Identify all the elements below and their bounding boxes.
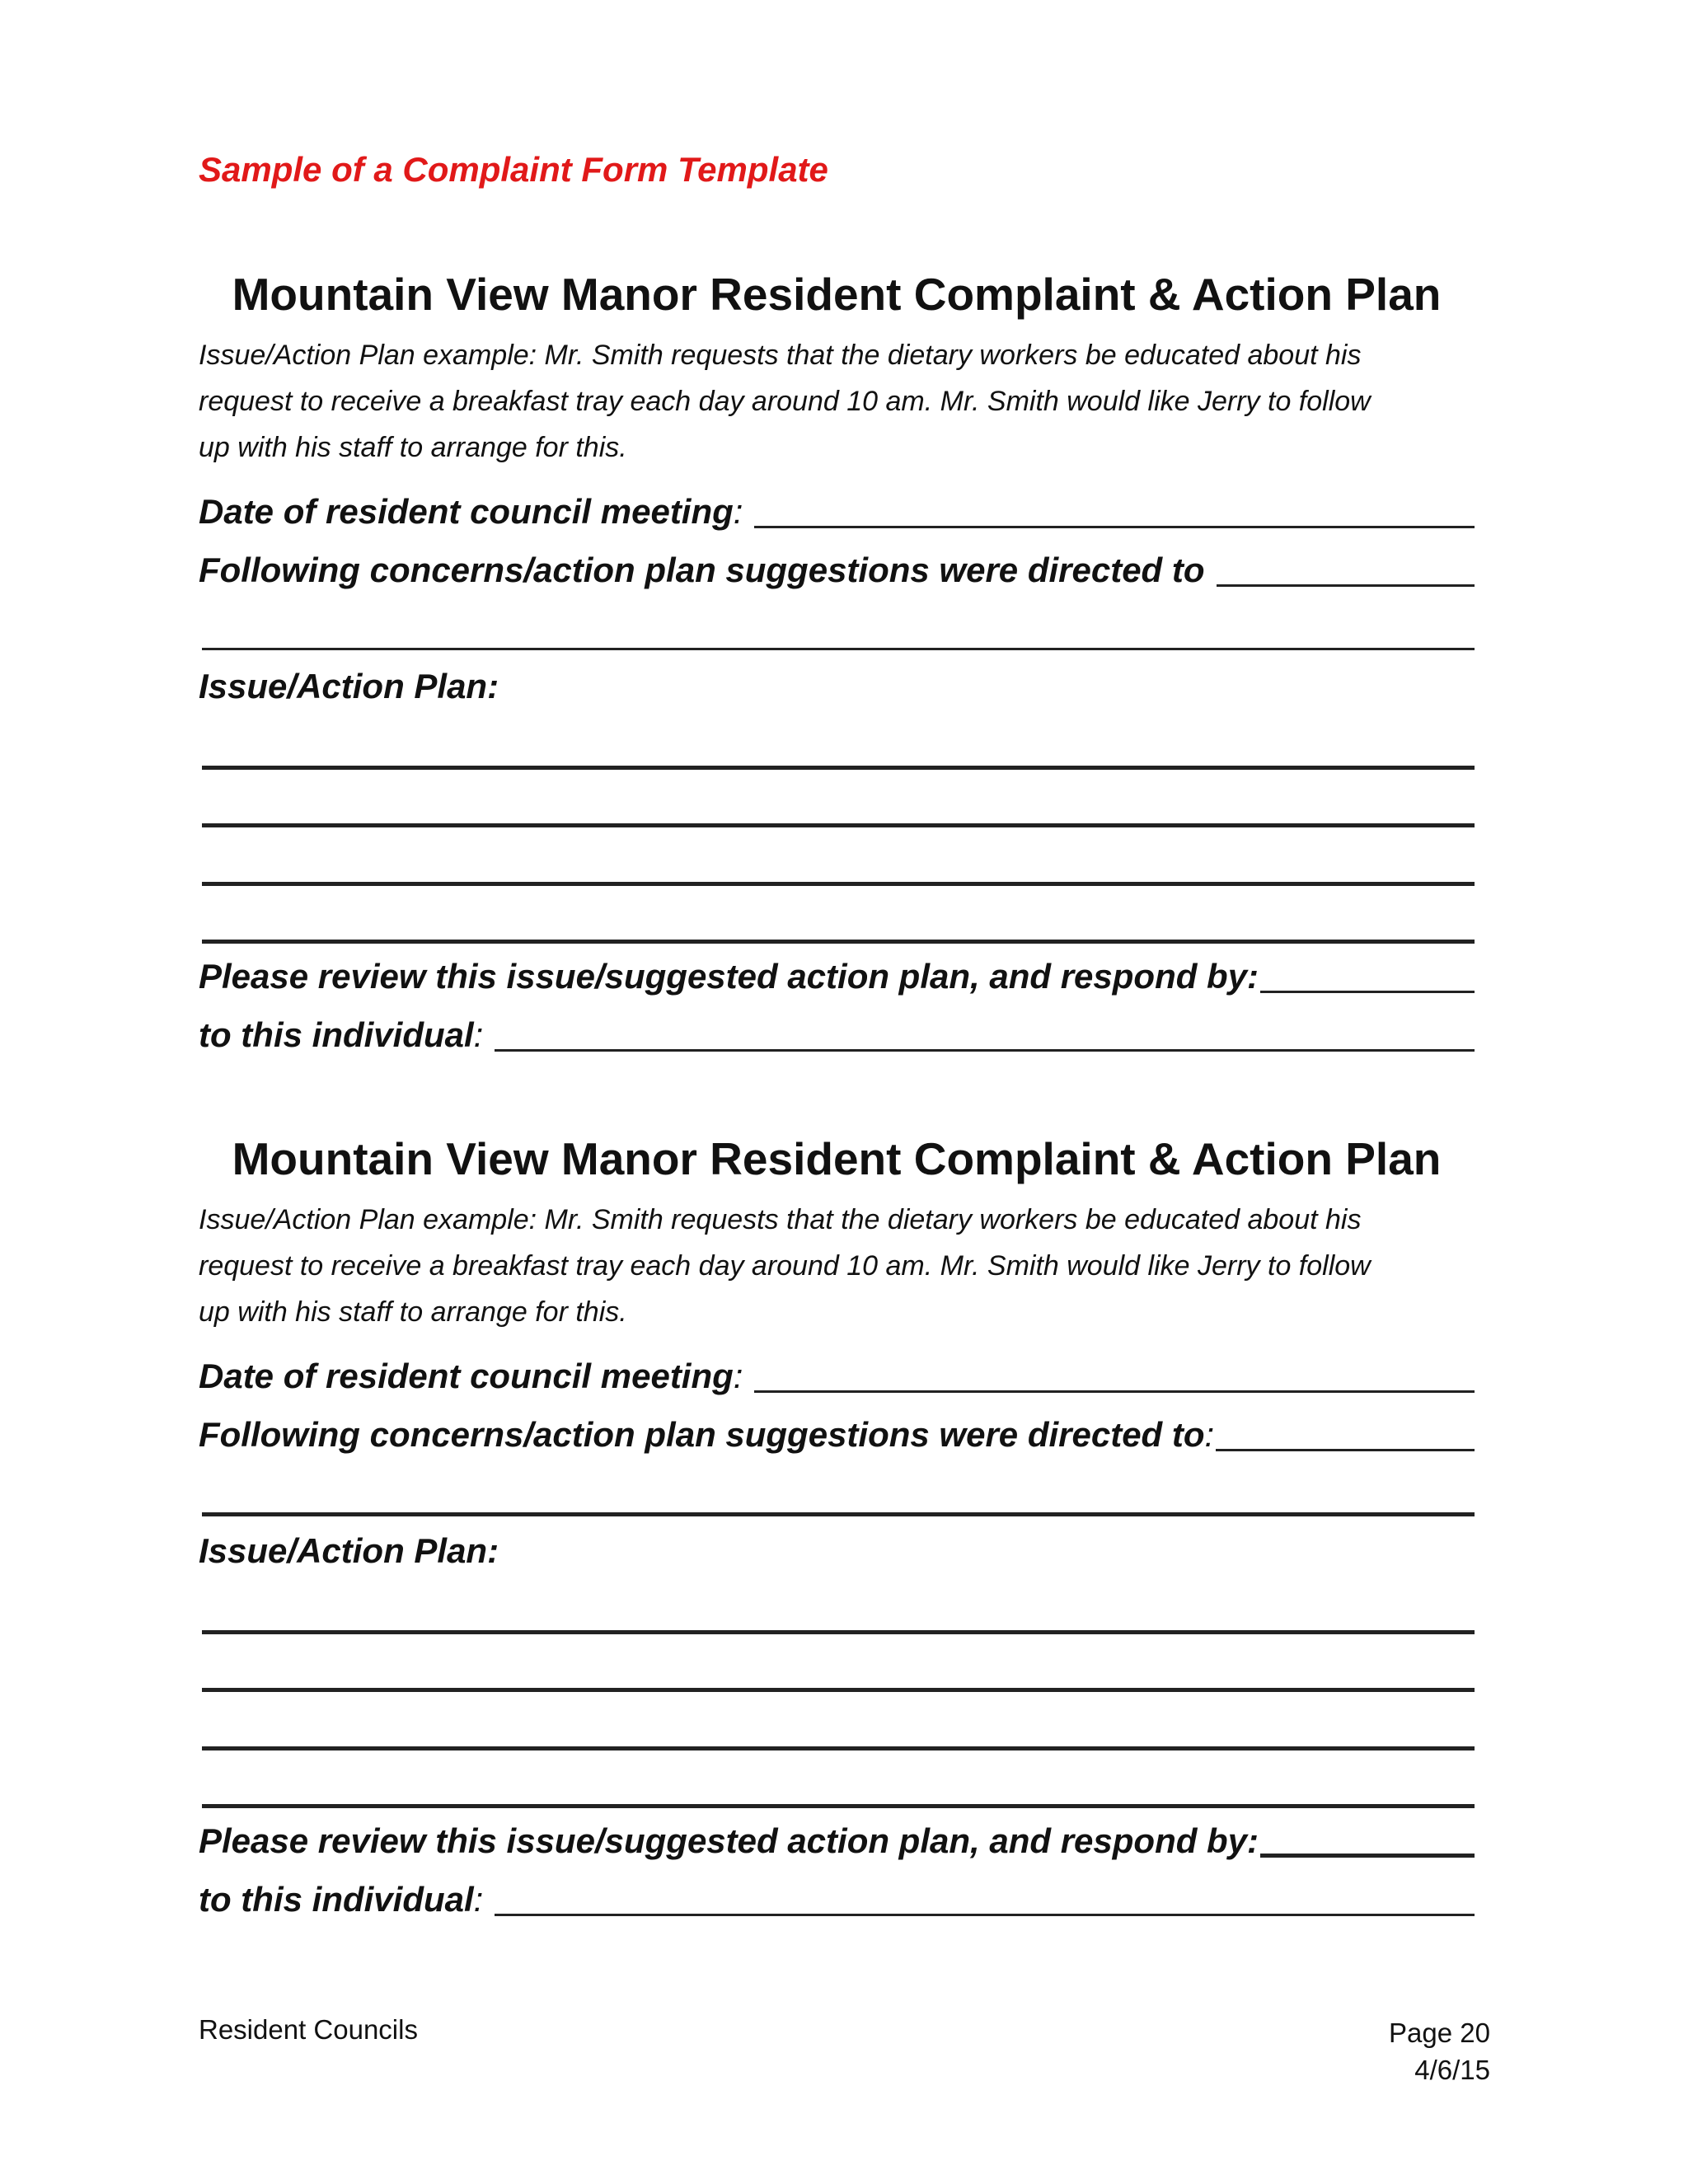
individual-label: to this individual: bbox=[199, 1015, 484, 1054]
form-title: Mountain View Manor Resident Complaint & Action Plan bbox=[232, 269, 1442, 320]
issue-line[interactable] bbox=[202, 766, 1475, 770]
issue-field-row bbox=[199, 1523, 1475, 1572]
individual-field-row bbox=[199, 1872, 1475, 1921]
example-text bbox=[199, 1197, 1484, 1335]
footer-title: Resident Councils bbox=[199, 2014, 418, 2045]
issue-line[interactable] bbox=[202, 1688, 1475, 1692]
example-line: Issue/Action Plan example: Mr. Smith requests that the dietary workers be educated about his bbox=[199, 1204, 1362, 1235]
issue-field-row bbox=[199, 658, 1475, 708]
sample-title: Sample of a Complaint Form Template bbox=[199, 150, 828, 189]
respond-label: Please review this issue/suggested action plan, and respond by: bbox=[199, 957, 1259, 996]
issue-line[interactable] bbox=[202, 823, 1475, 827]
individual-field-row bbox=[199, 1007, 1475, 1057]
date-label: Date of resident council meeting: bbox=[199, 492, 743, 531]
example-line: request to receive a breakfast tray each day around 10 am. Mr. Smith would like Jerry to follow bbox=[199, 386, 1371, 417]
respond-field-row bbox=[199, 949, 1475, 998]
issue-line[interactable] bbox=[202, 1746, 1475, 1750]
directed-blank[interactable] bbox=[1217, 584, 1475, 587]
example-line: Issue/Action Plan example: Mr. Smith requests that the dietary workers be educated about his bbox=[199, 340, 1362, 371]
issue-line[interactable] bbox=[202, 1630, 1475, 1634]
respond-by-blank[interactable] bbox=[1260, 991, 1475, 993]
respond-by-blank[interactable] bbox=[1260, 1854, 1475, 1858]
page-number: Page 20 bbox=[1389, 2018, 1490, 2048]
example-line: request to receive a breakfast tray each day around 10 am. Mr. Smith would like Jerry to follow bbox=[199, 1250, 1371, 1282]
respond-label: Please review this issue/suggested action plan, and respond by: bbox=[199, 1821, 1259, 1860]
document-date: 4/6/15 bbox=[1414, 2055, 1490, 2085]
issue-line[interactable] bbox=[202, 940, 1475, 944]
example-line: up with his staff to arrange for this. bbox=[199, 432, 627, 463]
form-title: Mountain View Manor Resident Complaint & Action Plan bbox=[232, 1133, 1442, 1184]
respond-field-row bbox=[199, 1813, 1475, 1863]
date-field-row bbox=[199, 484, 1475, 533]
issue-line[interactable] bbox=[202, 882, 1475, 886]
date-blank[interactable] bbox=[754, 526, 1475, 528]
date-field-row bbox=[199, 1348, 1475, 1398]
individual-blank[interactable] bbox=[495, 1914, 1475, 1916]
date-label: Date of resident council meeting: bbox=[199, 1357, 743, 1395]
directed-label: Following concerns/action plan suggestions were directed to bbox=[199, 551, 1205, 589]
directed-label: Following concerns/action plan suggestions were directed to: bbox=[199, 1415, 1215, 1454]
individual-label: to this individual: bbox=[199, 1880, 484, 1919]
individual-blank[interactable] bbox=[495, 1049, 1475, 1052]
directed-blank[interactable] bbox=[1216, 1449, 1475, 1451]
directed-field-row bbox=[199, 1407, 1475, 1456]
footer-page-info bbox=[1389, 2014, 1490, 2088]
issue-label: Issue/Action Plan: bbox=[199, 667, 499, 705]
directed-field-row bbox=[199, 542, 1475, 592]
example-text bbox=[199, 332, 1484, 471]
issue-line[interactable] bbox=[202, 1804, 1475, 1808]
example-line: up with his staff to arrange for this. bbox=[199, 1296, 627, 1328]
directed-continuation-line[interactable] bbox=[202, 648, 1475, 650]
directed-continuation-line[interactable] bbox=[202, 1512, 1475, 1516]
issue-label: Issue/Action Plan: bbox=[199, 1531, 499, 1570]
date-blank[interactable] bbox=[754, 1390, 1475, 1393]
